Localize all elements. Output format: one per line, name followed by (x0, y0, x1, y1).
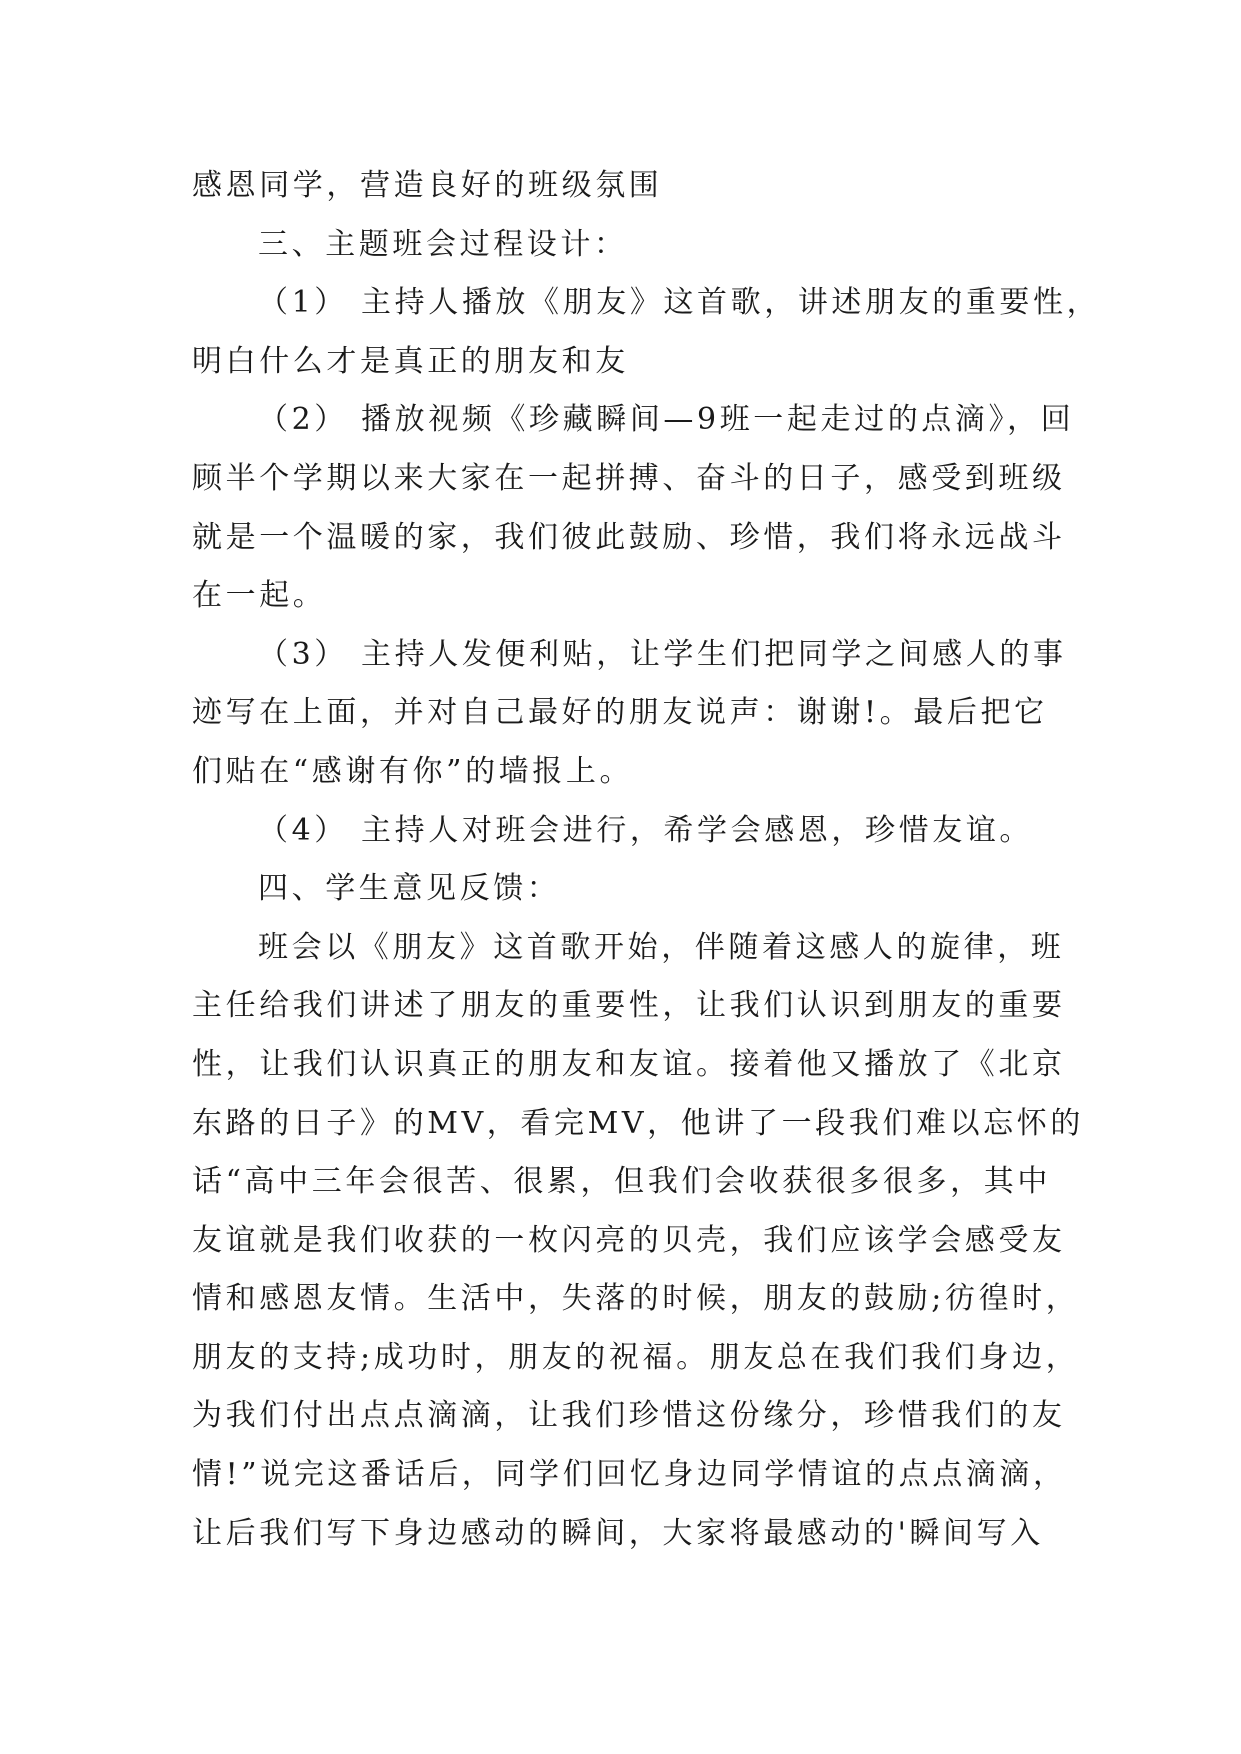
text-line: 朋友的支持;成功时，朋友的祝福。朋友总在我们我们身边， (192, 1339, 1080, 1375)
text-line: 友谊就是我们收获的一枚闪亮的贝壳，我们应该学会感受友 (192, 1222, 1066, 1258)
text-line: （2） 播放视频《珍藏瞬间—9班一起走过的点滴》，回 (258, 402, 1075, 438)
text-line: 让后我们写下身边感动的瞬间，大家将最感动的'瞬间写入 (192, 1515, 1044, 1551)
document-body (192, 157, 1101, 1563)
section-heading-3: 三、主题班会过程设计： (258, 226, 628, 262)
text-line: 明白什么才是真正的朋友和友 (192, 343, 629, 379)
text-line: 情和感恩友情。生活中，失落的时候，朋友的鼓励;彷徨时， (192, 1281, 1080, 1317)
text-line: 就是一个温暖的家，我们彼此鼓励、珍惜，我们将永远战斗 (192, 519, 1066, 555)
text-line: 们贴在“感谢有你”的墙报上。 (192, 753, 634, 789)
text-line: 迹写在上面，并对自己最好的朋友说声：谢谢!。最后把它 (192, 695, 1048, 731)
text-line: 情!”说完这番话后，同学们回忆身边同学情谊的点点滴滴， (192, 1457, 1067, 1493)
text-line: （4） 主持人对班会进行，希学会感恩，珍惜友谊。 (258, 812, 1034, 848)
text-line: （1） 主持人播放《朋友》这首歌，讲述朋友的重要性， (258, 285, 1101, 321)
text-line: 班会以《朋友》这首歌开始，伴随着这感人的旋律，班 (258, 929, 1065, 965)
text-line: 主任给我们讲述了朋友的重要性，让我们认识到朋友的重要 (192, 988, 1066, 1024)
text-line: 感恩同学，营造良好的班级氛围 (192, 168, 663, 203)
text-line: 在一起。 (192, 578, 327, 614)
text-line: 话“高中三年会很苦、很累，但我们会收获很多很多，其中 (192, 1164, 1051, 1200)
text-line: 顾半个学期以来大家在一起拼搏、奋斗的日子，感受到班级 (192, 460, 1066, 496)
text-line: （3） 主持人发便利贴，让学生们把同学之间感人的事 (258, 636, 1067, 672)
text-line: 性，让我们认识真正的朋友和友谊。接着他又播放了《北京 (192, 1046, 1066, 1082)
text-line: 东路的日子》的MV，看完MV，他讲了一段我们难以忘怀的 (192, 1105, 1084, 1141)
section-heading-4: 四、学生意见反馈： (258, 871, 561, 907)
text-line: 为我们付出点点滴滴，让我们珍惜这份缘分，珍惜我们的友 (192, 1398, 1066, 1434)
